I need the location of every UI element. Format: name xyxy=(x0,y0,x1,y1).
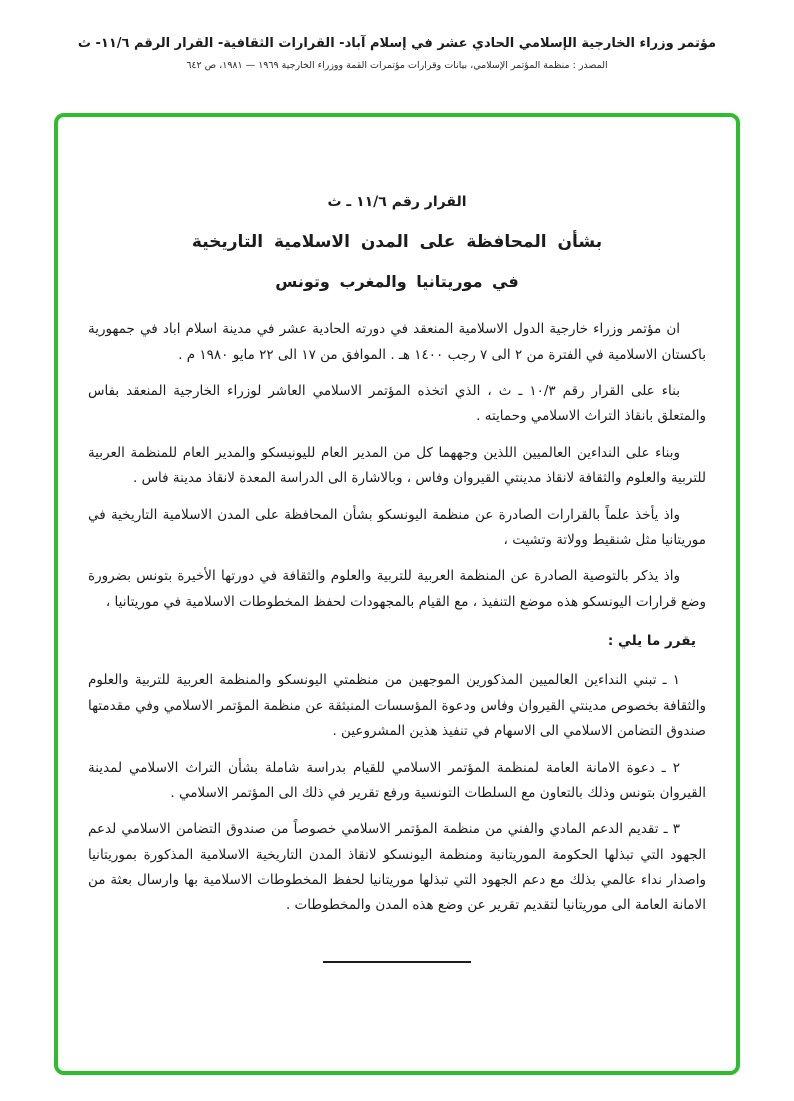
signature-divider xyxy=(323,961,471,963)
resolution-number: القرار رقم ١١/٦ ـ ث xyxy=(327,194,467,210)
header-source-line: المصدر : منظمة المؤتمر الإسلامي، بيانات وقرارات مؤتمرات القمة ووزراء الخارجية ١٩٦٩ — ١٩٨١، ص ٦٤٢ xyxy=(186,60,608,71)
paragraph-preamble-5: واذ يذكر بالتوصية الصادرة عن المنظمة العربية للتربية والعلوم والثقافة في دورتها الأخيرة بتونس بضرورة وضع قرارات اليونسكو هذه موضع التنفيذ ، مع القيام بالمجهودات لحفظ المخطوطات الاسلامية في موريتانيا ، xyxy=(88,568,706,610)
decision-intro: يقرر ما يلي : xyxy=(607,633,696,650)
paragraph-preamble-4: واذ يأخذ علماً بالقرارات الصادرة عن منظمة اليونسكو بشأن المحافظة على المدن الاسلامية التاريخية في موريتانيا مثل شنقيط وولاتة وتشيت ، xyxy=(88,506,706,548)
decision-item-1: ١ ـ تبني النداءين العالميين المذكورين الموجهين من منظمتي اليونسكو والمنظمة العربية للتربية والعلوم والثقافة بخصوص مدينتي القيروان وفاس ودعوة المؤسسات المنبثقة عن منظمة المؤتمر الاسلامي وفي مقدمتها صندوق التضامن الاسلامي الى الاسهام في تنفيذ هذين المشروعين . xyxy=(88,672,706,740)
document-body xyxy=(58,117,736,1071)
decision-item-3: ٣ ـ تقديم الدعم المادي والفني من منظمة المؤتمر الاسلامي خصوصاً من صندوق التضامن الاسلامي لدعم الجهود التي تبذلها الحكومة الموريتانية ومنظمة اليونسكو لانقاذ المدن التاريخية الاسلامية المذكورة بموريتانيا واصدار نداء عالمي بذلك مع دعم الجهود التي تبذلها موريتانيا لحفظ المخطوطات الاسلامية بها وارسال بعثة من الامانة العامة الى موريتانيا لتقديم تقرير عن وضع هذه المدن والمخطوطات . xyxy=(88,821,706,914)
paragraph-preamble-3: وبناء على النداءين العالميين اللذين وجههما كل من المدير العام لليونيسكو والمدير العام للمنظمة العربية للتربية والعلوم والثقافة لانقاذ مدينتي القيروان وفاس ، وبالاشارة الى الدراسة المعدة لانقاذ مدينة فاس . xyxy=(88,444,706,487)
document-header xyxy=(30,36,764,71)
resolution-title-block xyxy=(88,189,706,297)
paragraph-preamble-2: بناء على القرار رقم ١٠/٣ ـ ث ، الذي اتخذه المؤتمر الاسلامي العاشر لوزراء الخارجية المنعقد بفاس والمتعلق بانقاذ التراث الاسلامي وحمايته . xyxy=(88,383,706,425)
decision-item-2: ٢ ـ دعوة الامانة العامة لمنظمة المؤتمر الاسلامي للقيام بدراسة شاملة بشأن التراث الاسلامي لمدينة القيروان بتونس وذلك بالتعاون مع السلطات التونسية ورفع تقرير في ذلك الى المؤتمر الاسلامي . xyxy=(88,759,706,801)
paragraph-preamble-1: ان مؤتمر وزراء خارجية الدول الاسلامية المنعقد في دورته الحادية عشر في مدينة اسلام اباد في جمهورية باكستان الاسلامية في الفترة من ٢ الى ٧ رجب ١٤٠٠ هـ . الموافق من ١٧ الى ٢٢ مايو ١٩٨٠ م . xyxy=(88,321,706,363)
resolution-subject-countries: في موريتانيا والمغرب وتونس xyxy=(275,272,519,292)
header-title: مؤتمر وزراء الخارجية الإسلامي الحادي عشر في إسلام آباد- القرارات الثقافية- القرار الرقم ١١/٦- ث xyxy=(77,36,717,51)
resolution-subject: بشأن المحافظة على المدن الاسلامية التاريخية xyxy=(191,232,603,253)
document-frame xyxy=(54,113,740,1075)
